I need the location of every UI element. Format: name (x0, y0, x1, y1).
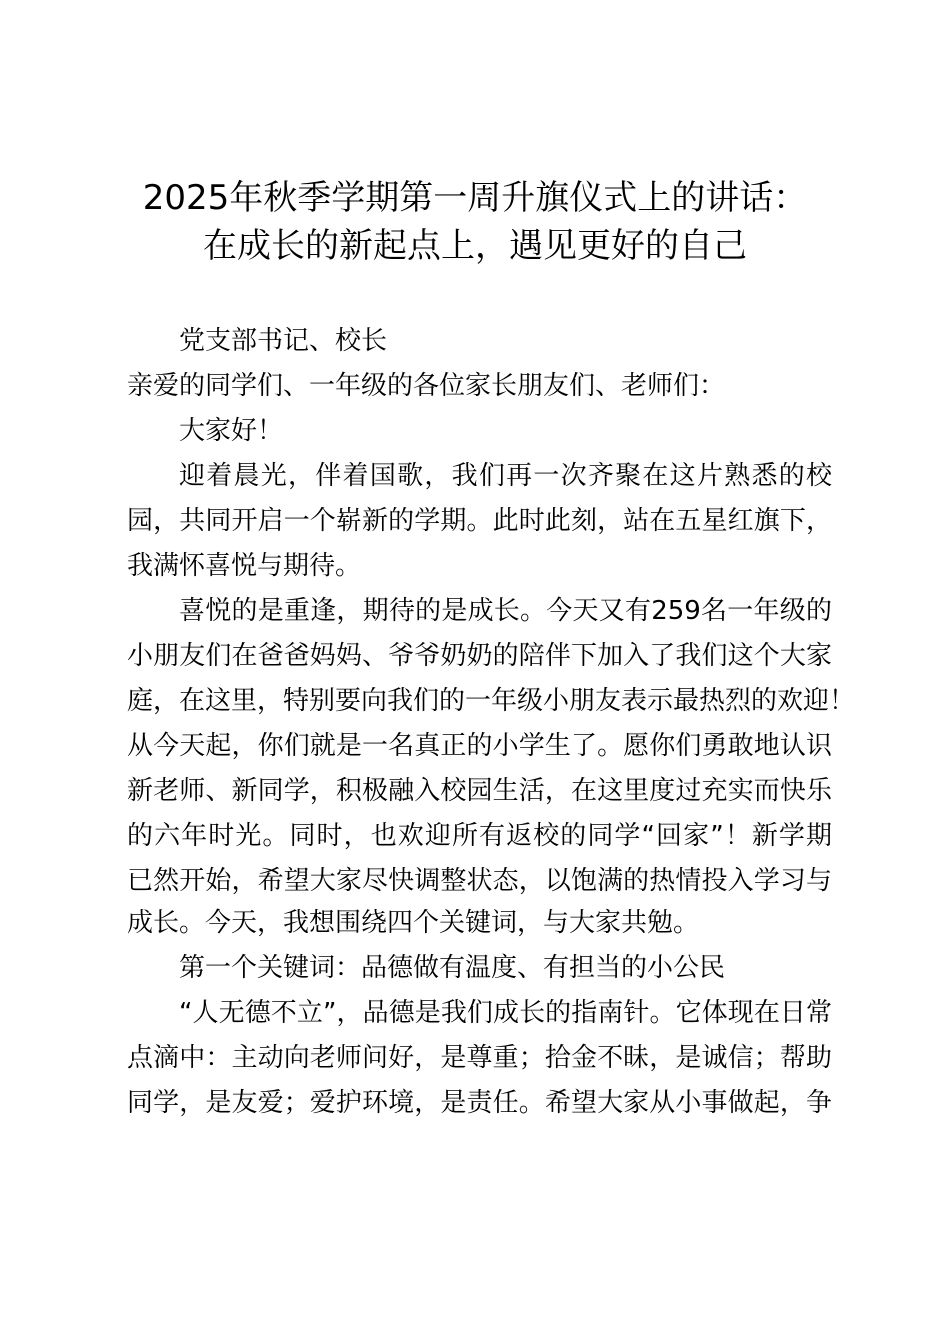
document-title-line-2: 在成长的新起点上，遇见更好的自己 (203, 226, 747, 266)
paragraph-line: 园，共同开启一个崭新的学期。此时此刻，站在五星红旗下， (127, 506, 832, 536)
paragraph-line: 迎着晨光，伴着国歌，我们再一次齐聚在这片熟悉的校 (179, 461, 832, 491)
paragraph-line: 已然开始，希望大家尽快调整状态，以饱满的热情投入学习与 (127, 866, 832, 896)
paragraph-line: 同学，是友爱；爱护环境，是责任。希望大家从小事做起，争 (127, 1088, 832, 1118)
paragraph-line: 小朋友们在爸爸妈妈、爷爷奶奶的陪伴下加入了我们这个大家 (127, 641, 832, 671)
paragraph-line: 的六年时光。同时，也欢迎所有返校的同学“回家”！新学期 (127, 821, 832, 851)
paragraph-line: 喜悦的是重逢，期待的是成长。今天又有259名一年级的 (179, 596, 832, 626)
paragraph-line: 庭，在这里，特别要向我们的一年级小朋友表示最热烈的欢迎！ (127, 686, 856, 716)
paragraph-line: 点滴中：主动向老师问好，是尊重；拾金不昧，是诚信；帮助 (127, 1043, 832, 1073)
section-heading: 第一个关键词：品德做有温度、有担当的小公民 (179, 953, 726, 983)
paragraph-line: 成长。今天，我想围绕四个关键词，与大家共勉。 (127, 908, 700, 938)
paragraph-line: “人无德不立”，品德是我们成长的指南针。它体现在日常 (179, 998, 832, 1028)
paragraph-line: 我满怀喜悦与期待。 (127, 551, 362, 581)
paragraph-line: 新老师、新同学，积极融入校园生活，在这里度过充实而快乐 (127, 776, 832, 806)
paragraph-line: 从今天起，你们就是一名真正的小学生了。愿你们勇敢地认识 (127, 731, 832, 761)
salutation-line: 亲爱的同学们、一年级的各位家长朋友们、老师们： (127, 371, 726, 401)
speaker-line: 党支部书记、校长 (179, 326, 388, 356)
document-title-line-1: 2025年秋季学期第一周升旗仪式上的讲话： (142, 178, 808, 218)
greeting-line: 大家好！ (179, 416, 284, 446)
